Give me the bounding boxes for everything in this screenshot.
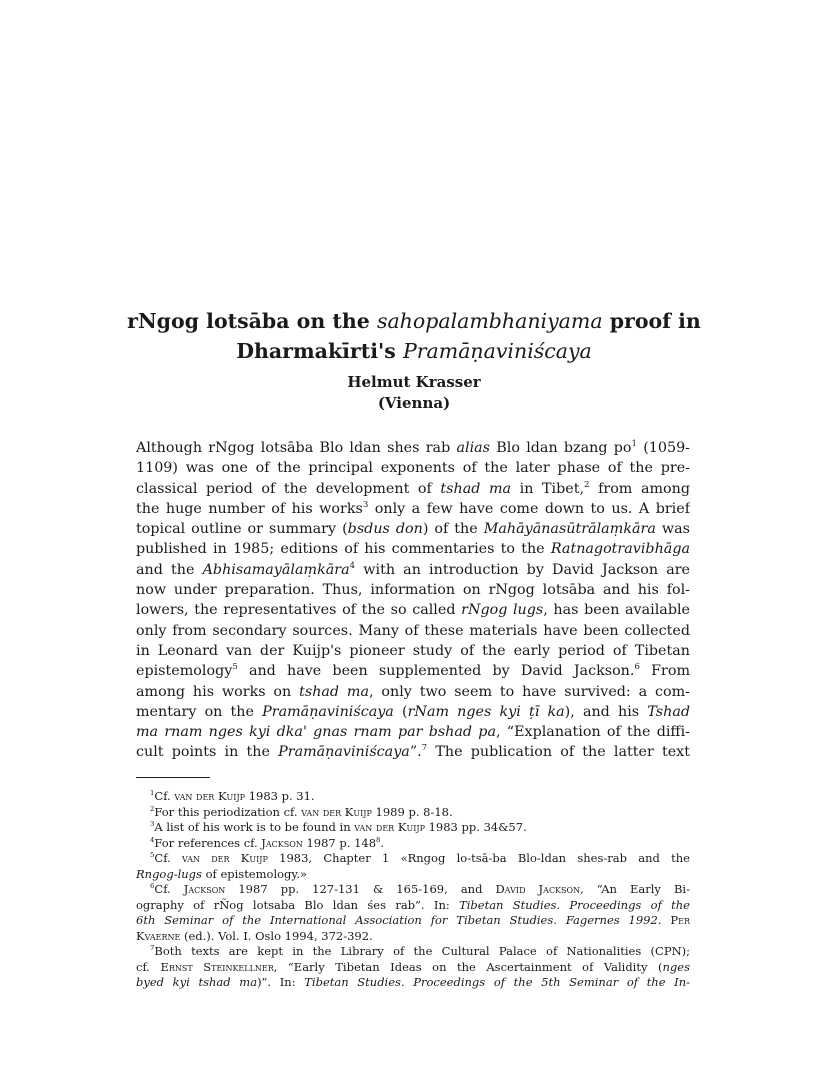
body-line: and the Abhisamayālaṃkāra$^4$ with an introduction by David Jackson are <box>136 561 690 578</box>
body-paragraph <box>136 438 690 763</box>
body-line: mentary on the Pramāṇaviniścaya (rNam nges kyi ṭī ka), and his Tshad <box>136 703 690 720</box>
author-block <box>200 372 628 414</box>
title-line-1: rNgog lotsāba on the sahopalambhaniyama proof in <box>127 309 701 333</box>
author-affiliation: (Vienna) <box>377 394 451 412</box>
body-line: now under preparation. Thus, information on rNgog lotsāba and his fol- <box>136 582 690 599</box>
footnote: $^5$Cf. van der Kuijp 1983, Chapter 1 «Rngog lo-tsā-ba Blo-ldan shes-rab and the <box>150 851 690 865</box>
footnote: $^2$For this periodization cf. van der Kuijp 1989 p. 8-18. <box>150 804 453 819</box>
footnote: $^4$For references cf. Jackson 1987 p. $148^8$. <box>150 835 385 850</box>
body-line: only from secondary sources. Many of these materials have been collected <box>136 622 690 639</box>
footnote: $^6$Cf. Jackson 1987 pp. 127-131 & 165-169, and David Jackson, “An Early Bi- <box>150 882 690 896</box>
footnote: $^3$A list of his work is to be found in van der Kuijp 1983 pp. 34&57. <box>150 820 527 834</box>
body-line: published in 1985; editions of his commentaries to the Ratnagotravibhāga <box>136 541 690 558</box>
body-line: among his works on tshad ma, only two seem to have survived: a com- <box>136 683 690 700</box>
body-line: topical outline or summary (bsdus don) of the Mahāyānasūtrālaṃkāra was <box>136 521 690 538</box>
body-line: lowers, the representatives of the so called rNgog lugs, has been available <box>136 602 690 619</box>
author-name: Helmut Krasser <box>347 373 481 391</box>
footnote-continuation: byed kyi tshad ma)”. In: Tibetan Studies. Proceedings of the 5th Seminar of the In- <box>136 975 690 989</box>
body-line: epistemology$^5$ and have been supplemented by David Jackson.$^6$ From <box>136 662 690 680</box>
footnote-continuation: ography of rÑog lotsaba Blo ldan śes rab”. In: Tibetan Studies. Proceedings of the <box>136 897 690 912</box>
footnote-continuation: Kvaerne (ed.). Vol. I. Oslo 1994, 372-392. <box>136 928 373 943</box>
body-line: classical period of the development of tshad ma in Tibet,$^2$ from among <box>136 479 690 497</box>
footnote-continuation: 6th Seminar of the International Association for Tibetan Studies. Fagernes 1992. Per <box>136 913 690 927</box>
body-line: cult points in the Pramāṇaviniścaya”.$^7$ The publication of the latter text <box>136 743 690 761</box>
footnote-continuation: Rngog-lugs of epistemology.» <box>136 866 308 881</box>
body-line: in Leonard van der Kuijp's pioneer study of the early period of Tibetan <box>136 642 690 659</box>
body-line: Although rNgog lotsāba Blo ldan shes rab alias Blo ldan bzang $po^1$ (1059- <box>136 439 690 456</box>
body-line: ma rnam nges kyi dka' gnas rnam par bshad pa, “Explanation of the diffi- <box>136 724 690 741</box>
footnote-continuation: cf. Ernst Steinkellner, “Early Tibetan Ideas on the Ascertainment of Validity (nges <box>136 959 690 974</box>
title-line-2: Dharmakīrti's Pramāṇaviniścaya <box>236 339 592 363</box>
footnote: $^1$Cf. van der Kuijp 1983 p. 31. <box>150 789 315 803</box>
footnotes <box>136 789 690 991</box>
footnote: $^7$Both texts are kept in the Library of the Cultural Palace of Nationalities (CPN); <box>150 944 690 958</box>
body-line: the huge number of his works$^3$ only a few have come down to us. A brief <box>136 500 690 517</box>
body-line: 1109) was one of the principal exponents of the later phase of the pre- <box>136 460 690 477</box>
footnote-divider <box>136 777 210 778</box>
article-title <box>80 306 748 366</box>
